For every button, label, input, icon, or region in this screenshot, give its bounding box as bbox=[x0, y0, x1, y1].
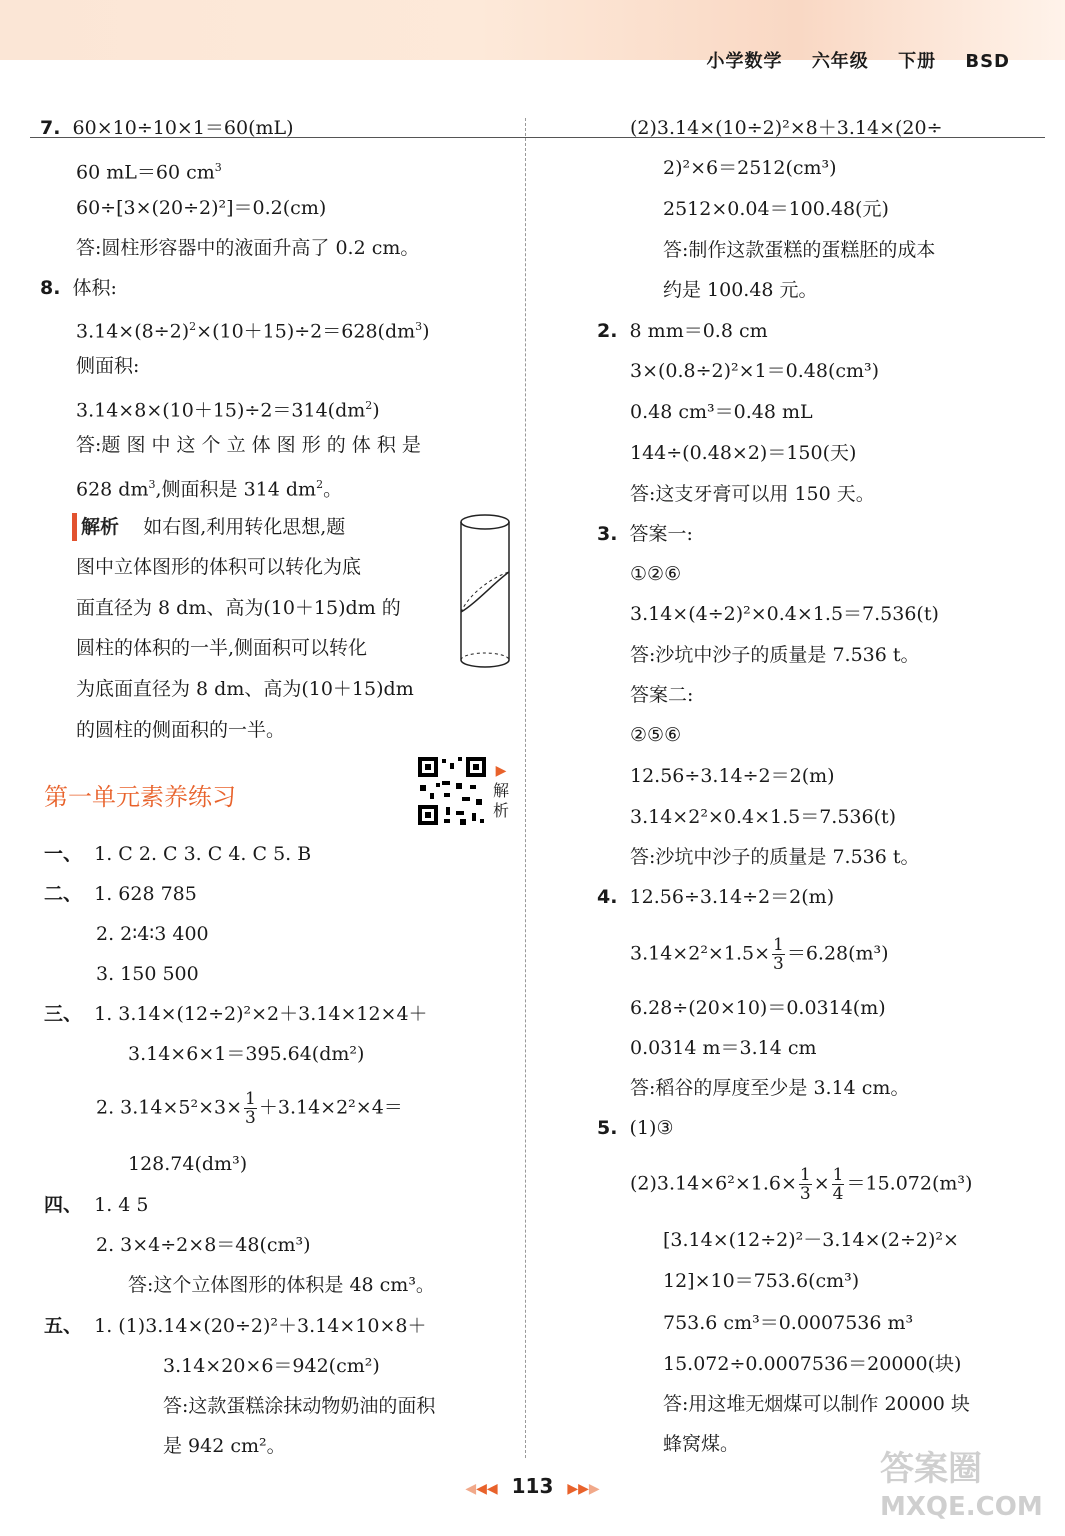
q5-line4: 12]×10＝753.6(cm³) bbox=[663, 1270, 860, 1292]
analysis-line2: 图中立体图形的体积可以转化为底 bbox=[76, 556, 362, 578]
q5-answer1: 答:用这堆无烟煤可以制作 20000 块 bbox=[663, 1393, 970, 1415]
q4-answer: 答:稻谷的厚度至少是 3.14 cm。 bbox=[630, 1077, 910, 1099]
analysis-tag: 解析 bbox=[72, 513, 119, 541]
r-line3: 2512×0.04＝100.48(元) bbox=[663, 198, 889, 220]
q3-answer1: 答:沙坑中沙子的质量是 7.536 t。 bbox=[630, 644, 920, 666]
q3-line1: 3. 答案一: bbox=[597, 523, 693, 545]
play-icon: ▶ bbox=[495, 763, 507, 779]
s4-line1: 四、 1. 4 5 bbox=[44, 1194, 149, 1216]
q7-line3: 60÷[3×(20÷2)²]＝0.2(cm) bbox=[76, 197, 327, 219]
s3-line3: 2. 3.14×5²×3× $\frac{1}{3}$ ＋3.14×2²×4＝ bbox=[96, 1089, 403, 1128]
q2-line3: 0.48 cm³＝0.48 mL bbox=[630, 401, 813, 423]
s2-line3: 3. 150 500 bbox=[96, 963, 199, 985]
q5-line1: 5. (1)③ bbox=[597, 1117, 674, 1139]
r-line2: 2)²×6＝2512(cm³) bbox=[663, 157, 837, 179]
q3-answer2: 答:沙坑中沙子的质量是 7.536 t。 bbox=[630, 846, 920, 868]
s5-answer1: 答:这款蛋糕涂抹动物奶油的面积 bbox=[163, 1395, 436, 1417]
q4-line2: 3.14×2²×1.5× $\frac{1}{3}$ ＝6.28(m³) bbox=[630, 935, 889, 974]
q8-line1: 8. 体积: bbox=[40, 277, 117, 299]
q4-line3: 6.28÷(20×10)＝0.0314(m) bbox=[630, 997, 886, 1019]
prev-arrow-icon: ◀◀ bbox=[476, 1481, 498, 1497]
header-info bbox=[685, 47, 1010, 73]
cylinder-figure bbox=[455, 512, 515, 672]
analysis-line5: 为底面直径为 8 dm、高为(10＋15)dm bbox=[76, 678, 414, 700]
s1-line: 一、 1. C 2. C 3. C 4. C 5. B bbox=[44, 843, 312, 865]
s3-line1: 三、 1. 3.14×(12÷2)²×2＋3.14×12×4＋ bbox=[44, 1003, 428, 1025]
q8-line2: $3.14\times(8\div 2)^2\times(10+15)\div 2=628(dm^3)$ bbox=[76, 320, 430, 343]
s2-line1: 二、 1. 628 785 bbox=[44, 883, 197, 905]
q3-line3: 3.14×(4÷2)²×0.4×1.5＝7.536(t) bbox=[630, 603, 939, 625]
s3-line4: 128.74(dm³) bbox=[128, 1153, 248, 1175]
r-line1: (2)3.14×(10÷2)²×8＋3.14×(20÷ bbox=[630, 117, 943, 139]
prev-arrow-icon: ◀ bbox=[465, 1481, 477, 1497]
q7-line1: 7. 60×10÷10×1＝60(mL) bbox=[40, 117, 294, 139]
analysis-line1: 解析 如右图,利用转化思想,题 bbox=[72, 513, 345, 541]
q2-answer: 答:这支牙膏可以用 150 天。 bbox=[630, 483, 875, 505]
s4-answer: 答:这个立体图形的体积是 48 cm³。 bbox=[128, 1274, 435, 1296]
s5-answer2: 是 942 cm²。 bbox=[163, 1435, 286, 1457]
q5-line5: 753.6 cm³＝0.0007536 m³ bbox=[663, 1312, 914, 1334]
q5-answer2: 蜂窝煤。 bbox=[663, 1433, 740, 1455]
r-answer1: 答:制作这款蛋糕的蛋糕胚的成本 bbox=[663, 239, 936, 261]
s5-line1: 五、 1. (1)3.14×(20÷2)²＋3.14×10×8＋ bbox=[44, 1315, 427, 1337]
q3-line6: ②⑤⑥ bbox=[630, 724, 682, 746]
header-subject: 小学数学 bbox=[706, 51, 783, 72]
qr-code-icon[interactable] bbox=[416, 755, 488, 827]
analysis-line3: 面直径为 8 dm、高为(10＋15)dm 的 bbox=[76, 597, 401, 619]
s3-line2: 3.14×6×1＝395.64(dm²) bbox=[128, 1043, 365, 1065]
header-edition: BSD bbox=[965, 51, 1010, 72]
q8-answer1: 答:题 图 中 这 个 立 体 图 形 的 体 积 是 bbox=[76, 434, 421, 456]
header-volume: 下册 bbox=[898, 51, 937, 72]
next-arrow-icon: ▶ bbox=[588, 1481, 600, 1497]
q3-line2: ①②⑥ bbox=[630, 563, 682, 585]
q3-line7: 12.56÷3.14÷2＝2(m) bbox=[630, 765, 835, 787]
q5-line3: [3.14×(12÷2)²－3.14×(2÷2)²× bbox=[663, 1229, 959, 1251]
q7-answer: 答:圆柱形容器中的液面升高了 0.2 cm。 bbox=[76, 237, 420, 259]
q8-answer2: 628 $dm^3$,侧面积是 314 $dm^2$。 bbox=[76, 478, 343, 501]
q3-line8: 3.14×2²×0.4×1.5＝7.536(t) bbox=[630, 806, 897, 828]
qr-side-label: ▶ 解析 bbox=[492, 763, 509, 820]
q5-line2: (2)3.14×6²×1.6× $\frac{1}{3}$ × $\frac{1}{4}$ ＝15.072(m³) bbox=[630, 1165, 973, 1204]
page-number: 113 bbox=[511, 1474, 554, 1498]
q3-line5: 答案二: bbox=[630, 684, 694, 706]
q8-line3: 侧面积: bbox=[76, 355, 140, 377]
q2-line4: 144÷(0.48×2)＝150(天) bbox=[630, 442, 857, 464]
q4-line4: 0.0314 m＝3.14 cm bbox=[630, 1037, 817, 1059]
section-title: 第一单元素养练习 bbox=[44, 783, 236, 811]
q8-line4: $3.14\times 8\times(10+15)\div 2=314(dm^2)$ bbox=[76, 399, 380, 422]
r-answer2: 约是 100.48 元。 bbox=[663, 279, 818, 301]
s5-line2: 3.14×20×6＝942(cm²) bbox=[163, 1355, 380, 1377]
q2-line1: 2. 8 mm＝0.8 cm bbox=[597, 320, 768, 342]
s4-line2: 2. 3×4÷2×8＝48(cm³) bbox=[96, 1234, 311, 1256]
s2-line2: 2. 2∶4∶3 400 bbox=[96, 923, 209, 945]
column-divider bbox=[525, 118, 526, 1458]
analysis-line6: 的圆柱的侧面积的一半。 bbox=[76, 719, 286, 741]
analysis-line4: 圆柱的体积的一半,侧面积可以转化 bbox=[76, 637, 368, 659]
next-arrow-icon: ▶▶ bbox=[567, 1481, 589, 1497]
q5-line6: 15.072÷0.0007536＝20000(块) bbox=[663, 1353, 962, 1375]
q4-line1: 4. 12.56÷3.14÷2＝2(m) bbox=[597, 886, 835, 908]
q7-line2: 60 mL＝60 $cm^3$ bbox=[76, 161, 222, 184]
header-grade: 六年级 bbox=[811, 51, 869, 72]
q2-line2: 3×(0.8÷2)²×1＝0.48(cm³) bbox=[630, 360, 880, 382]
watermark-logo: 答案圈 MXQE.COM bbox=[880, 1449, 1043, 1522]
